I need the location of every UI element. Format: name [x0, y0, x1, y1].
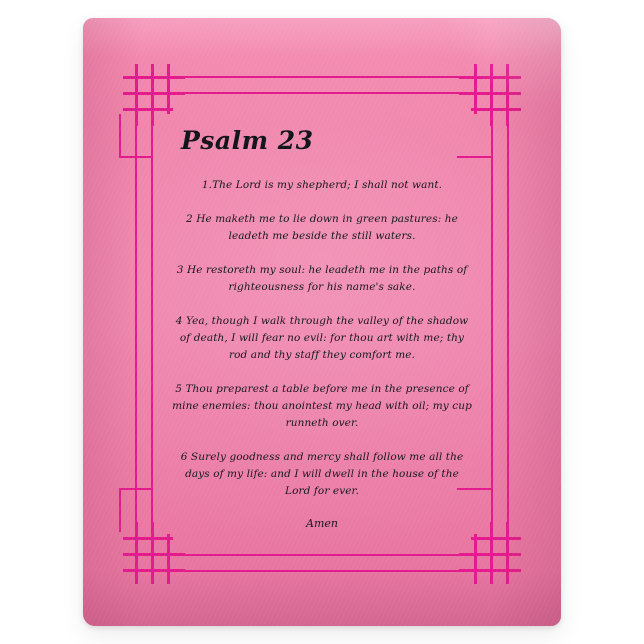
frame-hook-mark — [119, 156, 153, 158]
printed-design — [83, 18, 561, 626]
frame-hook-mark — [119, 488, 153, 490]
psalm-verse-3: 3 He restoreth my soul: he leadeth me in the paths of righteousness for his name's sake. — [176, 264, 468, 293]
psalm-verse-5: 5 Thou preparest a table before me in the presence of mine enemies: thou anointest my head with oil; my cup runneth over. — [172, 383, 472, 429]
psalm-title: Psalm 23 — [181, 126, 314, 155]
frame-line-inner-left — [151, 92, 153, 556]
corner-knot-ornament-top-right — [459, 64, 521, 126]
corner-knot-ornament-top-left — [123, 64, 185, 126]
psalm-verse-4: 4 Yea, though I walk through the valley of the shadow of death, I will fear no evil: for thou art with me; thy rod and thy staff they comfort me. — [175, 315, 469, 361]
frame-line-left — [135, 76, 137, 572]
frame-line-top — [135, 76, 509, 78]
corner-knot-ornament-bottom-right — [459, 522, 521, 584]
frame-line-inner-right — [491, 92, 493, 556]
fleece-blanket — [83, 18, 561, 626]
psalm-verse-2: 2 He maketh me to lie down in green pastures: he leadeth me beside the still waters. — [186, 213, 458, 242]
psalm-verse-1: 1.The Lord is my shepherd; I shall not want. — [201, 179, 443, 191]
psalm-closing-amen: Amen — [306, 517, 338, 530]
frame-line-inner-top — [151, 92, 493, 94]
frame-line-right — [507, 76, 509, 572]
psalm-text-block — [171, 126, 473, 530]
frame-hook-mark — [119, 488, 121, 532]
frame-hook-mark — [119, 114, 121, 158]
corner-knot-ornament-bottom-left — [123, 522, 185, 584]
frame-line-inner-bottom — [151, 554, 493, 556]
psalm-verse-6: 6 Surely goodness and mercy shall follow me all the days of my life: and I will dwell in the house of the Lord for ever. — [180, 451, 464, 497]
frame-line-bottom — [135, 570, 509, 572]
